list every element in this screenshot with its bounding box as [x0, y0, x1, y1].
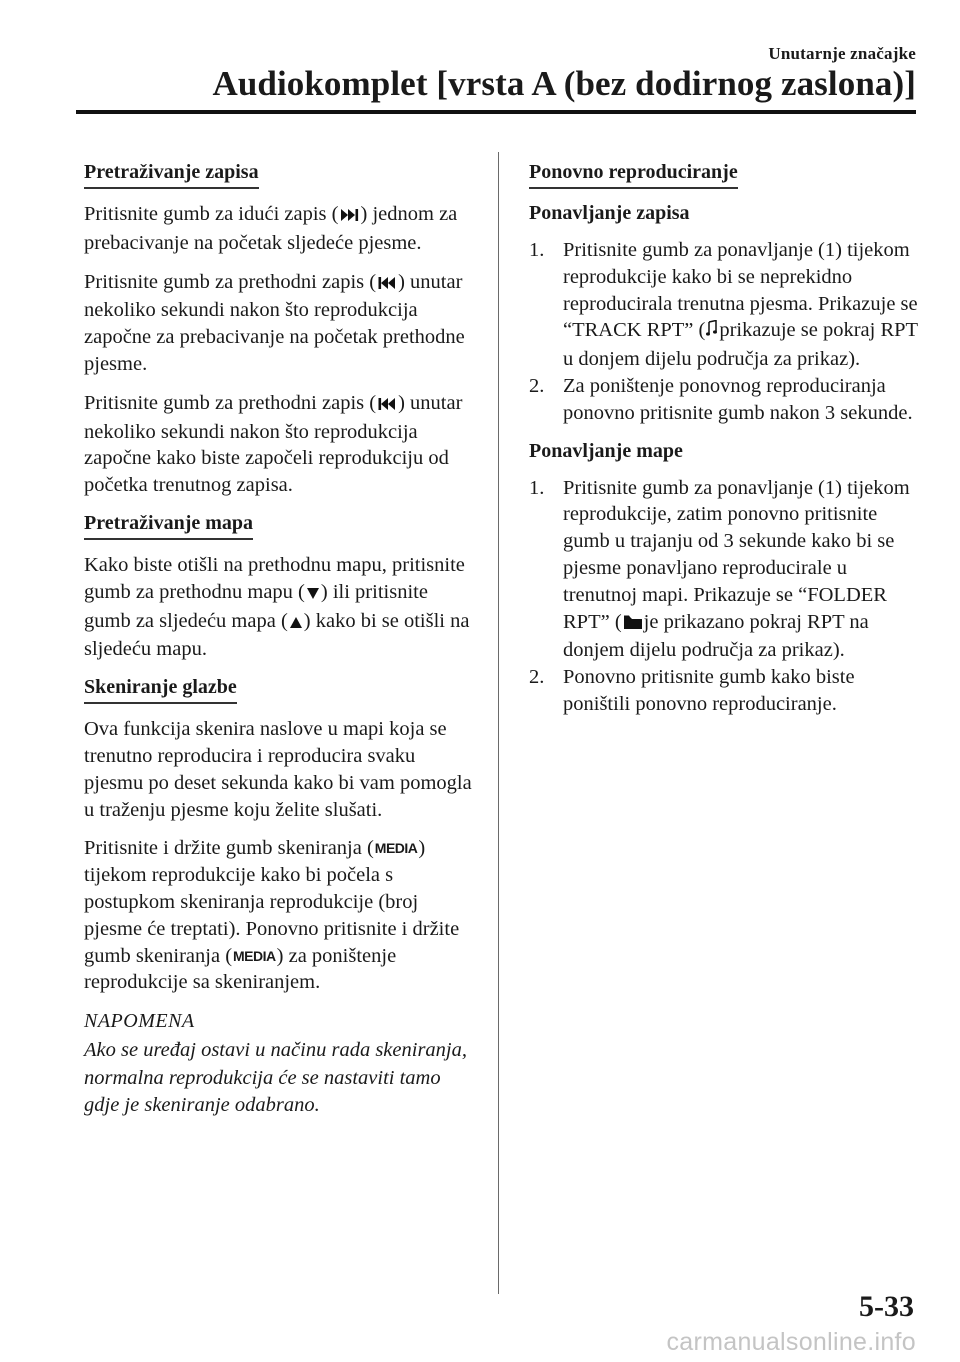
- previous-track-icon: [377, 392, 397, 419]
- text-span: ) ili pritisnite gumb za sljedeću mapa (: [84, 580, 428, 632]
- music-scan-heading: Skeniranje glazbe: [84, 675, 237, 704]
- list-item: [529, 373, 921, 427]
- media-button-icon: MEDIA: [374, 840, 418, 857]
- watermark: carmanualsonline.info: [666, 1328, 916, 1356]
- text-span: Ponovno pritisnite gumb kako biste poništili ponovno reproduciranje.: [563, 666, 855, 715]
- track-search-heading: Pretraživanje zapisa: [84, 160, 259, 189]
- step-number: 2.: [529, 374, 545, 397]
- step-number: 2.: [529, 666, 545, 689]
- music-scan-section: [84, 675, 476, 996]
- text-span: prikazuje se pokraj RPT u donjem dijelu područja za prikaz).: [563, 319, 918, 371]
- folder-down-icon: [306, 581, 320, 608]
- track-search-paragraph-next: [84, 201, 476, 257]
- track-search-paragraph-restart: [84, 390, 476, 499]
- header-rule: [76, 110, 916, 114]
- folder-up-icon: [289, 610, 303, 637]
- page-number: 5-33: [859, 1290, 914, 1323]
- text-span: ) jednom za prebacivanje na početak sljedeće pjesme.: [84, 203, 458, 254]
- repeat-heading: Ponovno reproduciranje: [529, 160, 738, 189]
- text-span: je prikazano pokraj RPT na donjem dijelu područja za prikaz).: [563, 610, 869, 662]
- text-span: ) unutar nekoliko sekundi nakon što reprodukcija započne kako biste započeli reprodukciju od početka trenutnog zapisa.: [84, 391, 463, 497]
- track-repeat-heading: Ponavljanje zapisa: [529, 202, 690, 224]
- music-scan-paragraph-howto: [84, 835, 476, 996]
- music-note-icon: [706, 319, 718, 346]
- text-span: Pritisnite gumb za prethodni zapis (: [84, 391, 377, 414]
- text-span: ) za poništenje reprodukcije sa skeniranjem.: [84, 944, 397, 994]
- folder-icon: [623, 611, 643, 638]
- text-span: Pritisnite gumb za ponavljanje (1) tijekom reprodukcije, zatim ponovno pritisnite gumb u trajanju od 3 sekunde kako bi se pjesme ponavljano reproducirale u trenutnoj mapi. Prikazuje se “FOLDER RPT” (: [563, 476, 910, 633]
- folder-repeat-heading: Ponavljanje mape: [529, 439, 683, 462]
- folder-search-heading: Pretraživanje mapa: [84, 511, 253, 540]
- list-item: [529, 237, 921, 373]
- note-text: Ako se uređaj ostavi u načinu rada skeniranja, normalna reprodukcija će se nastaviti tamo gdje je skeniranje odabrano.: [84, 1039, 467, 1117]
- text-span: ) kako bi se otišli na sljedeću mapu.: [84, 609, 470, 661]
- list-item: [529, 664, 921, 718]
- folder-repeat-steps: [529, 475, 921, 718]
- text-span: Pritisnite gumb za prethodni zapis (: [84, 270, 377, 293]
- step-number: 1.: [529, 476, 545, 499]
- track-search-paragraph-prev: [84, 269, 476, 378]
- media-button-icon: MEDIA: [233, 947, 276, 964]
- next-track-icon: [340, 203, 360, 230]
- text-span: Pritisnite gumb za idući zapis (: [84, 203, 339, 225]
- track-search-section: [84, 160, 476, 499]
- section-label: Unutarnje značajke: [768, 44, 916, 63]
- text-span: Kako biste otišli na prethodnu mapu, pritisnite gumb za prethodnu mapu (: [84, 553, 465, 603]
- right-column: [529, 160, 921, 730]
- text-span: Pritisnite i držite gumb skeniranja (: [84, 837, 374, 860]
- page-title: Audiokomplet [vrsta A (bez dodirnog zaslona)]: [212, 64, 916, 103]
- step-number: 1.: [529, 239, 545, 261]
- text-span: Za poništenje ponovnog reproduciranja ponovno pritisnite gumb nakon 3 sekunde.: [563, 374, 913, 424]
- previous-track-icon: [377, 271, 397, 298]
- folder-search-section: [84, 511, 476, 663]
- note-title: NAPOMENA: [84, 1010, 195, 1033]
- left-column: [84, 160, 476, 1120]
- text-span: ) unutar nekoliko sekundi nakon što reprodukcija započne za prebacivanje na početak prethodne pjesme.: [84, 270, 465, 375]
- text-span: ) tijekom reprodukcije kako bi počela s postupkom skeniranja reprodukcije (broj pjesme će treptati). Ponovno pritisnite i držite gumb skeniranja (: [84, 837, 460, 967]
- folder-search-paragraph: [84, 552, 476, 663]
- column-divider: [498, 152, 499, 1294]
- text-span: Pritisnite gumb za ponavljanje (1) tijekom reprodukcije kako bi se neprekidno reproducirala trenutna pjesma. Prikazuje se “TRACK RPT” (: [563, 239, 918, 342]
- note-block: [84, 1010, 476, 1120]
- track-repeat-steps: [529, 237, 921, 427]
- list-item: [529, 475, 921, 665]
- music-scan-paragraph-intro: Ova funkcija skenira naslove u mapi koja se trenutno reproducira i reproducira svaku pjesmu po deset sekunda kako bi vam pomogla u traženju pjesme koju želite slušati.: [84, 718, 472, 821]
